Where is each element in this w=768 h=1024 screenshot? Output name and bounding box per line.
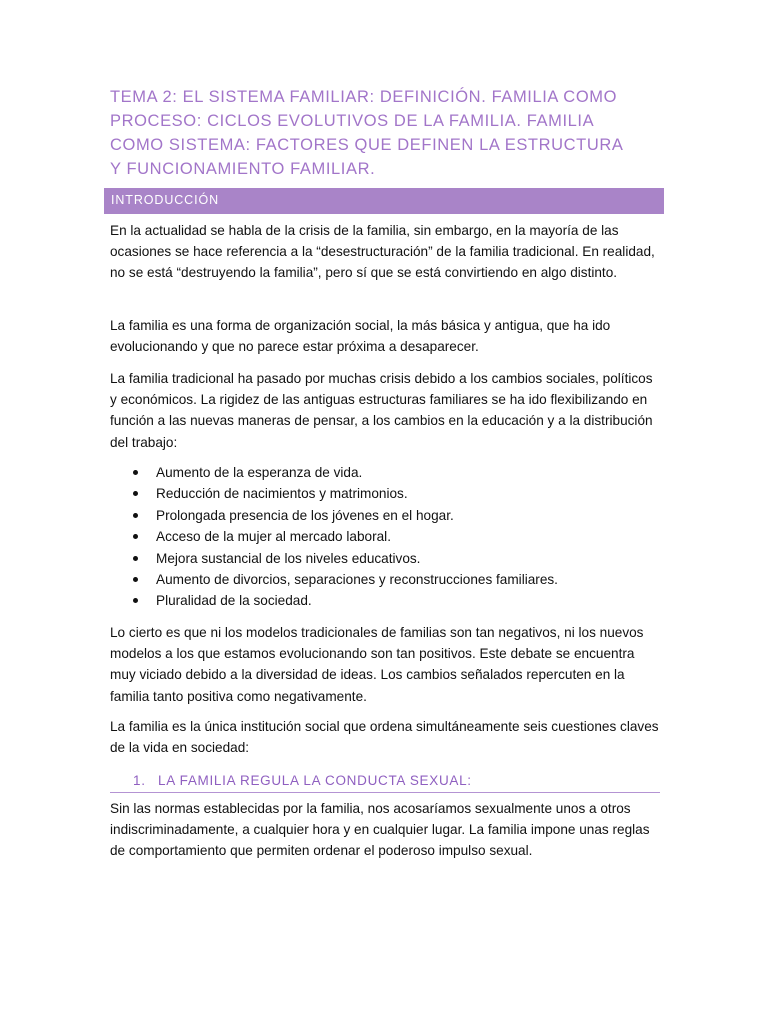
list-item xyxy=(110,483,660,504)
bullet-icon xyxy=(133,470,138,475)
list-item xyxy=(110,569,660,590)
list-item-text: Aumento de divorcios, separaciones y reconstrucciones familiares. xyxy=(156,572,558,588)
bullet-icon xyxy=(133,534,138,539)
paragraph-organization: La familia es una forma de organización social, la más básica y antigua, que ha ido evolucionando y que no parece estar próxima a desaparecer. xyxy=(110,318,611,355)
subsection-heading xyxy=(110,770,660,793)
list-item xyxy=(110,505,660,526)
paragraph-institution: La familia es la única institución social que ordena simultáneamente seis cuestiones claves de la vida en sociedad: xyxy=(110,719,659,756)
section-heading-bar xyxy=(104,188,664,214)
list-item-text: Mejora sustancial de los niveles educativos. xyxy=(156,550,421,566)
paragraph-sexual-conduct: Sin las normas establecidas por la familia, nos acosaríamos sexualmente unos a otros indiscriminadamente, a cualquier hora y en cualquier lugar. La familia impone unas reglas de comportamiento que permiten ordenar el poderoso impulso sexual. xyxy=(110,801,650,859)
bullet-icon xyxy=(133,598,138,603)
list-item-text: Pluralidad de la sociedad. xyxy=(156,593,312,609)
bullet-icon xyxy=(133,577,138,582)
paragraph-traditional-family: La familia tradicional ha pasado por muchas crisis debido a los cambios sociales, políticos y económicos. La rigidez de las antiguas estructuras familiares se ha ido flexibilizando en función a las nuevas maneras de pensar, a los cambios en la educación y a la distribución del trabajo: xyxy=(110,371,653,450)
page-title: TEMA 2: EL SISTEMA FAMILIAR: DEFINICIÓN. FAMILIA COMO PROCESO: CICLOS EVOLUTIVOS DE LA FAMILIA. FAMILIA COMO SISTEMA: FACTORES QUE DEFINEN LA ESTRUCTURA Y FUNCIONAMIENTO FAMILIAR. xyxy=(110,88,623,178)
list-item xyxy=(110,526,660,547)
subsection-number: 1. xyxy=(133,773,146,788)
list-item xyxy=(110,462,660,483)
changes-list xyxy=(110,462,660,612)
bullet-icon xyxy=(133,491,138,496)
paragraph-crisis: En la actualidad se habla de la crisis de la familia, sin embargo, en la mayoría de las ocasiones se hace referencia a la “desestructuración” de la familia tradicional. En realidad, no se está “destruyendo la familia”, pero sí que se está convirtiendo en algo distinto. xyxy=(110,223,655,281)
bullet-icon xyxy=(133,556,138,561)
paragraph-models-debate: Lo cierto es que ni los modelos tradicionales de familias son tan negativos, ni los nuevos modelos a los que estamos evolucionando son tan positivos. Este debate se encuentra muy viciado debido a la diversidad de ideas. Los cambios señalados repercuten en la familia tanto positiva como negativamente. xyxy=(110,625,644,704)
list-item xyxy=(110,548,660,569)
subsection-label: LA FAMILIA REGULA LA CONDUCTA SEXUAL: xyxy=(158,773,472,788)
section-heading: INTRODUCCIÓN xyxy=(111,193,220,207)
list-item xyxy=(110,590,660,611)
list-item-text: Acceso de la mujer al mercado laboral. xyxy=(156,529,391,545)
bullet-icon xyxy=(133,513,138,518)
list-item-text: Reducción de nacimientos y matrimonios. xyxy=(156,486,408,502)
list-item-text: Prolongada presencia de los jóvenes en el hogar. xyxy=(156,507,454,523)
list-item-text: Aumento de la esperanza de vida. xyxy=(156,465,363,480)
